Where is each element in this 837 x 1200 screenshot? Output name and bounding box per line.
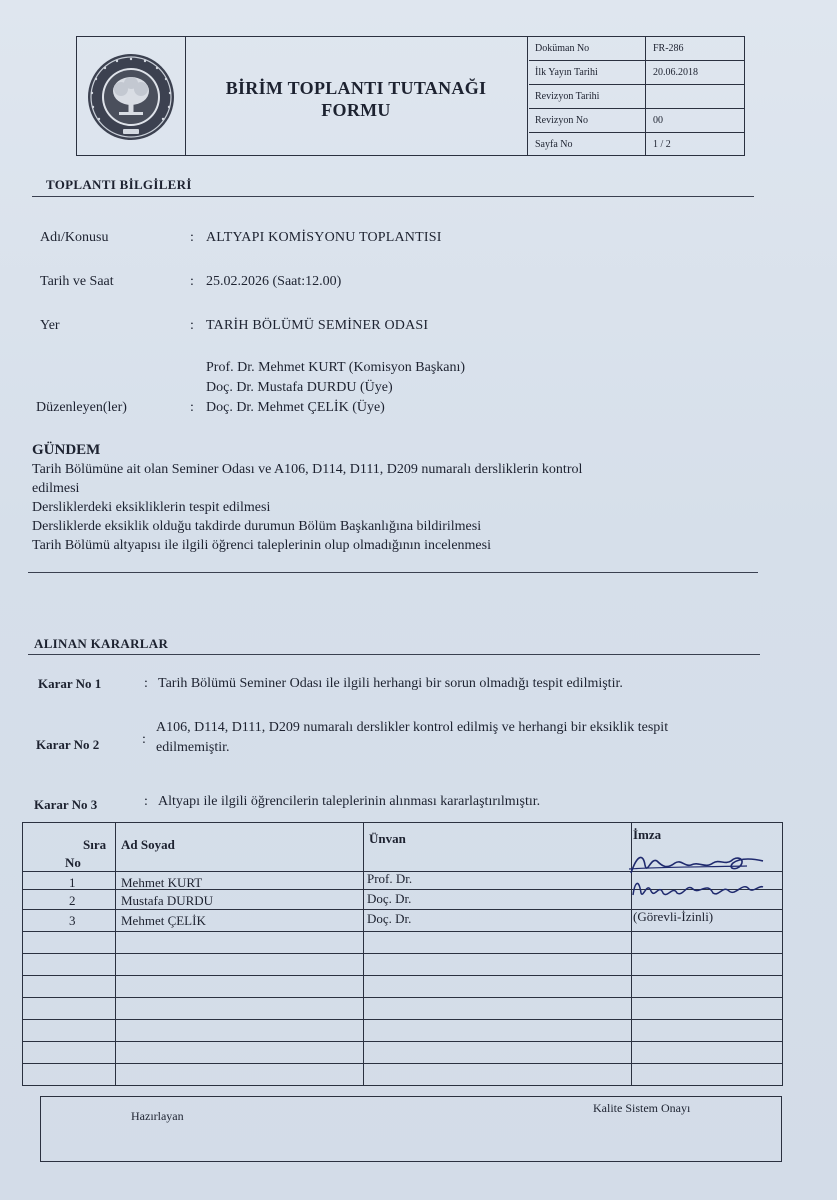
section-divider [32,196,754,197]
datetime-value: 25.02.2026 (Saat:12.00) [206,274,342,289]
meta-row [529,85,744,109]
logo-cell [77,37,186,155]
meta-row [529,37,744,61]
row-title: Doç. Dr. [367,911,412,926]
header-name: Ad Soyad [121,837,175,852]
decision-label: Karar No 3 [34,797,98,812]
decision-text: A106, D114, D111, D209 numaralı derslikler kontrol edilmiş ve herhangi bir eksiklik tespit [156,720,669,735]
colon: : [190,274,194,289]
colon: : [190,230,194,245]
approval-footer [40,1096,782,1162]
university-seal-logo [85,51,177,143]
meta-value: 00 [653,115,663,126]
agenda-heading: GÜNDEM [32,442,101,458]
attendance-table [22,822,783,1086]
organizer-item: Doç. Dr. Mehmet ÇELİK (Üye) [206,400,385,415]
row-name: Mehmet KURT [121,875,203,890]
meta-key: Doküman No [535,43,590,54]
meta-row [529,61,744,85]
row-signature-note: (Görevli-İzinli) [633,909,714,924]
section-divider [28,572,758,573]
document-meta-table [529,37,744,155]
quality-approval-label: Kalite Sistem Onayı [593,1101,691,1115]
meta-key: Revizyon Tarihi [535,91,600,102]
meta-row [529,109,744,133]
row-name: Mehmet ÇELİK [121,913,206,928]
form-title-line2: FORMU [321,100,391,120]
agenda-item: Tarih Bölümüne ait olan Seminer Odası ve A106, D114, D111, D209 numaralı dersliklerin kontrol [32,462,583,477]
place-label: Yer [40,318,60,333]
row-no: 1 [69,875,76,890]
signature-2 [627,875,767,901]
organizer-item: Prof. Dr. Mehmet KURT (Komisyon Başkanı) [206,360,466,375]
meta-key: Sayfa No [535,139,573,150]
row-no: 3 [69,913,76,928]
agenda-item: edilmesi [32,481,80,496]
colon: : [190,318,194,333]
colon: : [190,400,194,415]
datetime-label: Tarih ve Saat [40,274,114,289]
form-header [76,36,745,156]
row-title: Prof. Dr. [367,871,413,886]
row-name: Mustafa DURDU [121,893,214,908]
decision-label: Karar No 1 [38,676,102,691]
section-divider [28,654,760,655]
header-no: Sıra [83,837,107,852]
decisions-heading: ALINAN KARARLAR [34,636,169,651]
decision-text: Altyapı ile ilgili öğrencilerin taleplerinin alınması kararlaştırılmıştır. [158,794,541,809]
meeting-info-heading: TOPLANTI BİLGİLERİ [46,177,192,192]
decision-colon: : [144,676,148,691]
meta-value: 20.06.2018 [653,67,698,78]
topic-value: ALTYAPI KOMİSYONU TOPLANTISI [206,230,442,245]
agenda-item: Dersliklerde eksiklik olduğu takdirde durumun Bölüm Başkanlığına bildirilmesi [32,519,482,534]
meta-key: İlk Yayın Tarihi [535,67,598,78]
agenda-item: Tarih Bölümü altyapısı ile ilgili öğrenci taleplerinin olup olmadığının incelenmesi [32,538,491,553]
organizers-label: Düzenleyen(ler) [36,400,127,415]
agenda-item: Dersliklerdeki eksikliklerin tespit edilmesi [32,500,271,515]
topic-label: Adı/Konusu [40,230,109,245]
organizer-item: Doç. Dr. Mustafa DURDU (Üye) [206,380,393,395]
decision-text: Tarih Bölümü Seminer Odası ile ilgili herhangi bir sorun olmadığı tespit edilmiştir. [158,676,623,691]
form-title-line1: BİRİM TOPLANTI TUTANAĞI [225,78,487,98]
prepared-by-label: Hazırlayan [131,1109,184,1123]
header-title: Ünvan [369,831,406,846]
meta-value: FR-286 [653,43,684,54]
header-signature: İmza [633,827,662,842]
meta-row [529,133,744,155]
header-no-line2: No [65,855,81,870]
decision-colon: : [142,732,146,747]
decision-text: edilmemiştir. [156,740,230,755]
place-value: TARİH BÖLÜMÜ SEMİNER ODASI [206,318,429,333]
decision-label: Karar No 2 [36,737,100,752]
title-cell [185,37,528,155]
row-title: Doç. Dr. [367,891,412,906]
meta-value: 1 / 2 [653,139,671,150]
row-no: 2 [69,893,76,908]
decision-colon: : [144,794,148,809]
signature-1 [627,847,767,877]
meta-key: Revizyon No [535,115,589,126]
